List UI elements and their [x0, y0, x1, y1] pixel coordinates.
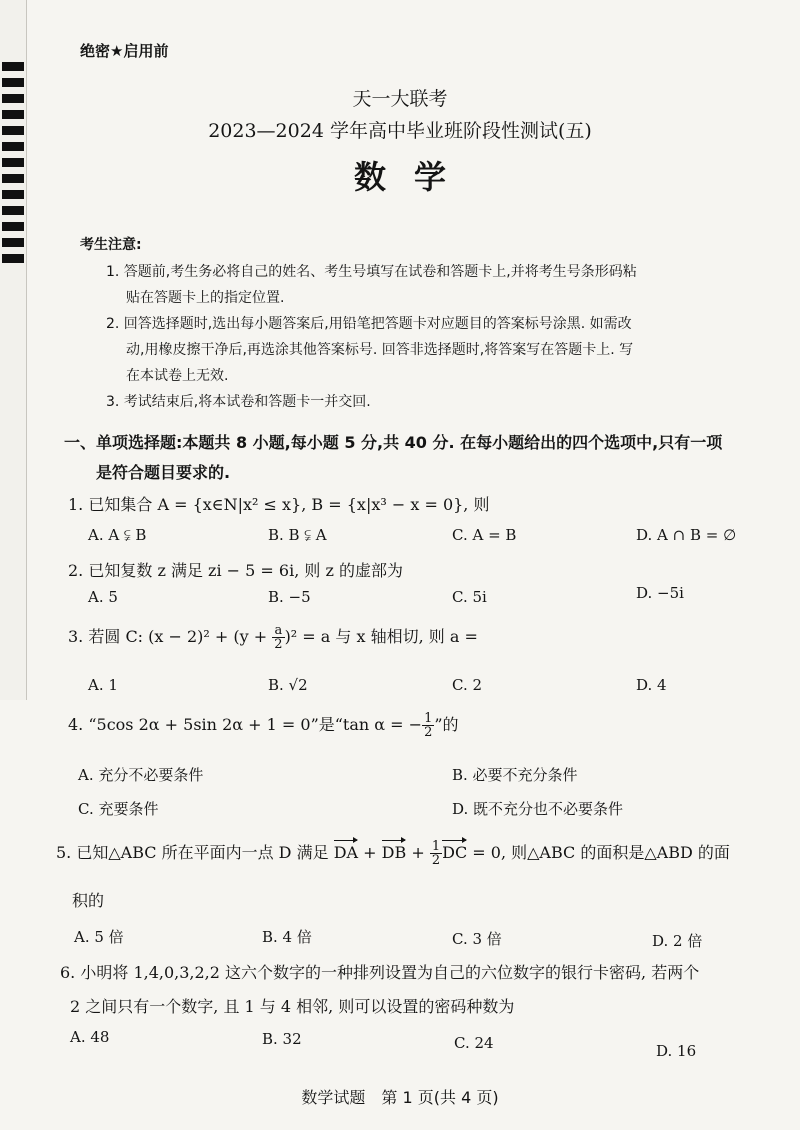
page-footer: 数学试题 第 1 页(共 4 页) [301, 1088, 499, 1107]
q5-option-c: C. 3 倍 [452, 930, 502, 948]
section-1-heading-cont: 是符合题目要求的. [96, 463, 231, 482]
q2-option-a: A. 5 [88, 588, 118, 606]
confidential-label: 绝密★启用前 [80, 42, 169, 60]
subject-title: 数学 [353, 158, 474, 196]
q5-option-d: D. 2 倍 [652, 932, 703, 950]
note-1-line-1: 1. 答题前,考生务必将自己的姓名、考生号填写在试卷和答题卡上,并将考生号条形码粘 [106, 264, 637, 280]
q5-fraction [430, 840, 442, 867]
q4-text-part-1: 4. “5cos 2α + 5sin 2α + 1 = 0”是“tan α = − [68, 715, 423, 734]
q4-text-part-2: ”的 [434, 715, 459, 734]
q1-option-b: B. B ⫋ A [268, 526, 327, 544]
section-1-heading: 一、单项选择题:本题共 8 小题,每小题 5 分,共 40 分. 在每小题给出的四个选项中,只有一项 [64, 433, 723, 452]
q2-option-d: D. −5i [636, 584, 684, 602]
question-2-stem: 2. 已知复数 z 满足 zi − 5 = 6i, 则 z 的虚部为 [68, 561, 403, 580]
q6-option-b: B. 32 [262, 1030, 302, 1048]
q1-option-d: D. A ∩ B = ∅ [636, 526, 737, 544]
q6-option-d: D. 16 [656, 1042, 697, 1060]
question-4-stem [68, 712, 459, 739]
q4-option-a: A. 充分不必要条件 [78, 766, 204, 784]
q3-text-part-1: 3. 若圆 C: (x − 2)² + (y + [68, 627, 273, 646]
q5-fraction-numerator: 1 [431, 839, 441, 854]
q3-option-b: B. √2 [268, 676, 308, 694]
question-6-stem: 6. 小明将 1,4,0,3,2,2 这六个数字的一种排列设置为自己的六位数字的银行卡密码, 若两个 [60, 963, 700, 982]
exam-organizer: 天一大联考 [352, 88, 448, 110]
q4-option-b: B. 必要不充分条件 [452, 766, 578, 784]
q4-option-d: D. 既不充分也不必要条件 [452, 800, 624, 818]
notes-heading: 考生注意: [80, 237, 142, 253]
q5-option-a: A. 5 倍 [74, 928, 124, 946]
q4-fraction-numerator: 1 [424, 711, 433, 726]
exam-title: 2023—2024 学年高中毕业班阶段性测试(五) [208, 120, 592, 142]
q5-plus-2: + [406, 843, 430, 862]
q3-fraction [272, 624, 284, 651]
question-5-stem-cont: 积的 [72, 891, 105, 910]
q5-text-part-2: = 0, 则△ABC 的面积是△ABD 的面 [467, 843, 730, 862]
q5-vector-da: DA [333, 843, 359, 862]
q5-vector-db: DB [381, 843, 407, 862]
note-1-line-2: 贴在答题卡上的指定位置. [126, 290, 285, 306]
question-1-stem: 1. 已知集合 A = {x∈N|x² ≤ x}, B = {x|x³ − x = 0}, 则 [68, 495, 490, 514]
q1-option-c: C. A = B [452, 526, 517, 544]
note-2-line-3: 在本试卷上无效. [126, 368, 229, 384]
q5-text-part-1: 5. 已知△ABC 所在平面内一点 D 满足 [56, 843, 334, 862]
q3-text-part-2: )² = a 与 x 轴相切, 则 a = [284, 627, 478, 646]
q3-fraction-denominator: 2 [274, 637, 283, 652]
note-2-line-1: 2. 回答选择题时,选出每小题答案后,用铅笔把答题卡对应题目的答案标号涂黑. 如需改 [106, 316, 632, 332]
q3-fraction-numerator: a [272, 624, 284, 638]
q1-option-a: A. A ⫋ B [88, 526, 147, 544]
q4-fraction [422, 712, 434, 739]
q2-option-c: C. 5i [452, 588, 487, 606]
q3-option-a: A. 1 [88, 676, 118, 694]
q4-fraction-denominator: 2 [424, 725, 433, 740]
q2-option-b: B. −5 [268, 588, 311, 606]
q6-option-c: C. 24 [454, 1034, 494, 1052]
question-5-stem [56, 840, 730, 867]
q4-option-c: C. 充要条件 [78, 800, 159, 818]
q6-option-a: A. 48 [70, 1028, 110, 1046]
question-3-stem [68, 624, 478, 651]
q5-vector-dc: DC [442, 843, 468, 862]
note-2-line-2: 动,用橡皮擦干净后,再选涂其他答案标号. 回答非选择题时,将答案写在答题卡上. 写 [126, 342, 634, 358]
q3-option-d: D. 4 [636, 676, 667, 694]
q5-option-b: B. 4 倍 [262, 928, 312, 946]
q3-option-c: C. 2 [452, 676, 483, 694]
q5-fraction-denominator: 2 [431, 853, 441, 868]
q5-plus-1: + [358, 843, 382, 862]
note-3: 3. 考试结束后,将本试卷和答题卡一并交回. [106, 394, 371, 410]
question-6-stem-cont: 2 之间只有一个数字, 且 1 与 4 相邻, 则可以设置的密码种数为 [70, 997, 515, 1016]
